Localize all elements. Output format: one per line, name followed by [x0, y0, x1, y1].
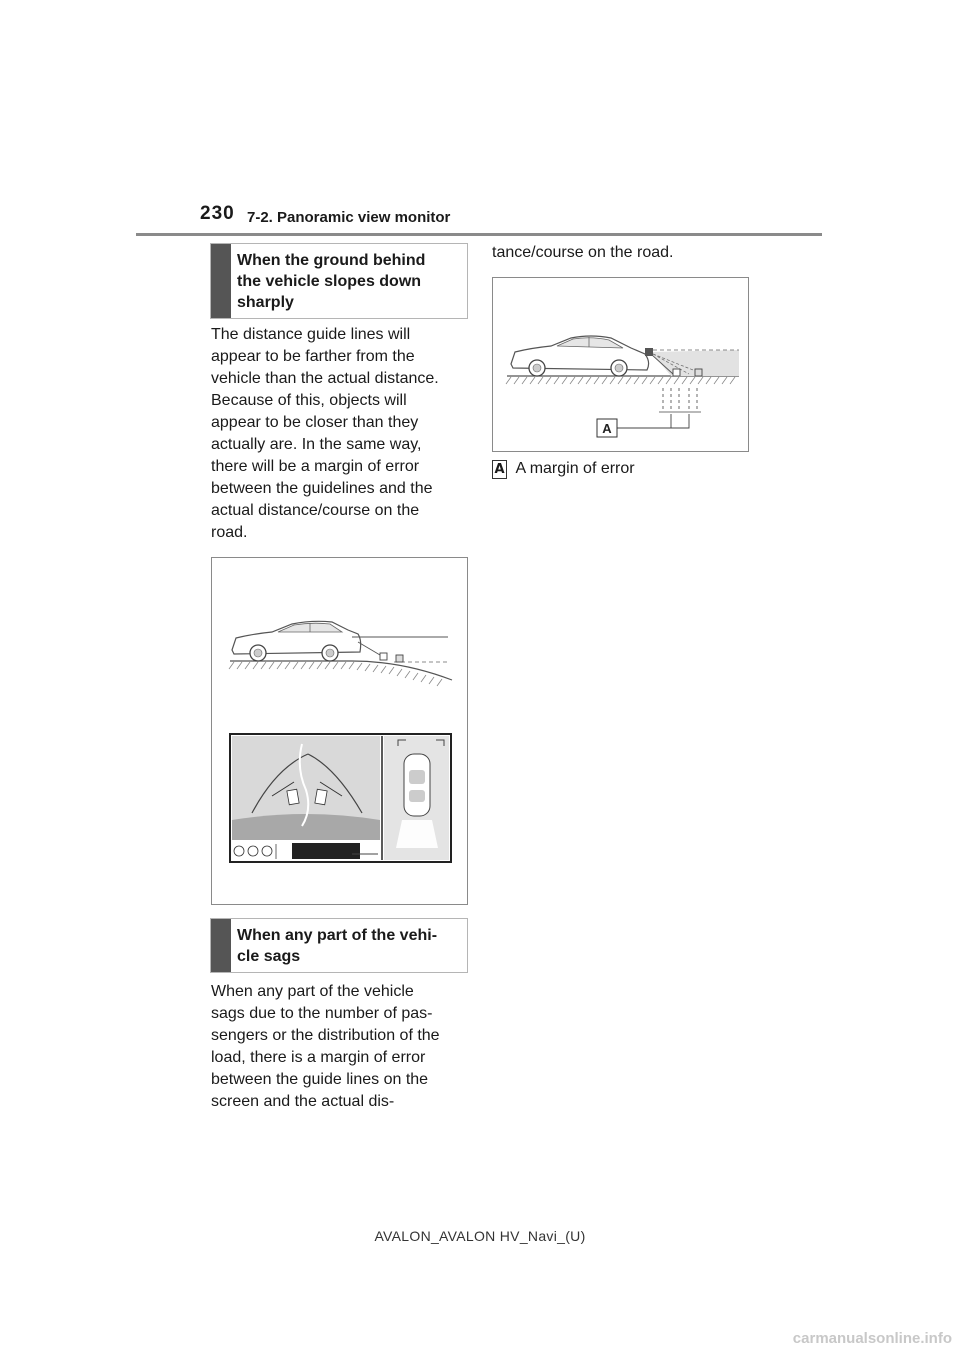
legend-a — [492, 458, 635, 480]
slope-illustration — [212, 558, 467, 904]
legend-a-text: A margin of error — [515, 460, 635, 477]
heading-bar — [211, 244, 231, 318]
sag-illustration — [493, 278, 748, 451]
heading-sag: When any part of the vehi- cle sags — [237, 927, 438, 965]
section-title: 7-2. Panoramic view monitor — [247, 209, 451, 226]
paragraph-slope: The distance guide lines will appear to be farther from the vehicle than the actual distance. Because of this, objects will appear to be closer than they actually are. In the same way, there will be a margin of error between the guidelines and the actual distance/course on the road. — [211, 326, 439, 541]
heading-slope: When the ground behind the vehicle slopes down sharply — [237, 252, 426, 311]
header-rule — [136, 233, 822, 236]
paragraph-sag: When any part of the vehicle sags due to the number of pas- sengers or the distribution of the load, there is a margin of error between the guide lines on the screen and the actual dis- — [211, 983, 440, 1110]
footer-model: AVALON_AVALON HV_Navi_(U) — [374, 1228, 586, 1244]
figure-slope — [211, 557, 468, 905]
paragraph-continuation: tance/course on the road. — [492, 244, 674, 261]
figure-callout-a: A — [602, 421, 612, 436]
heading-box-slope — [210, 243, 468, 319]
callout-a-marker: A — [492, 460, 507, 479]
heading-bar — [211, 919, 231, 972]
figure-sag — [492, 277, 749, 452]
page-number: 230 — [200, 203, 235, 224]
heading-box-sag — [210, 918, 468, 973]
watermark: carmanualsonline.info — [792, 1330, 952, 1347]
